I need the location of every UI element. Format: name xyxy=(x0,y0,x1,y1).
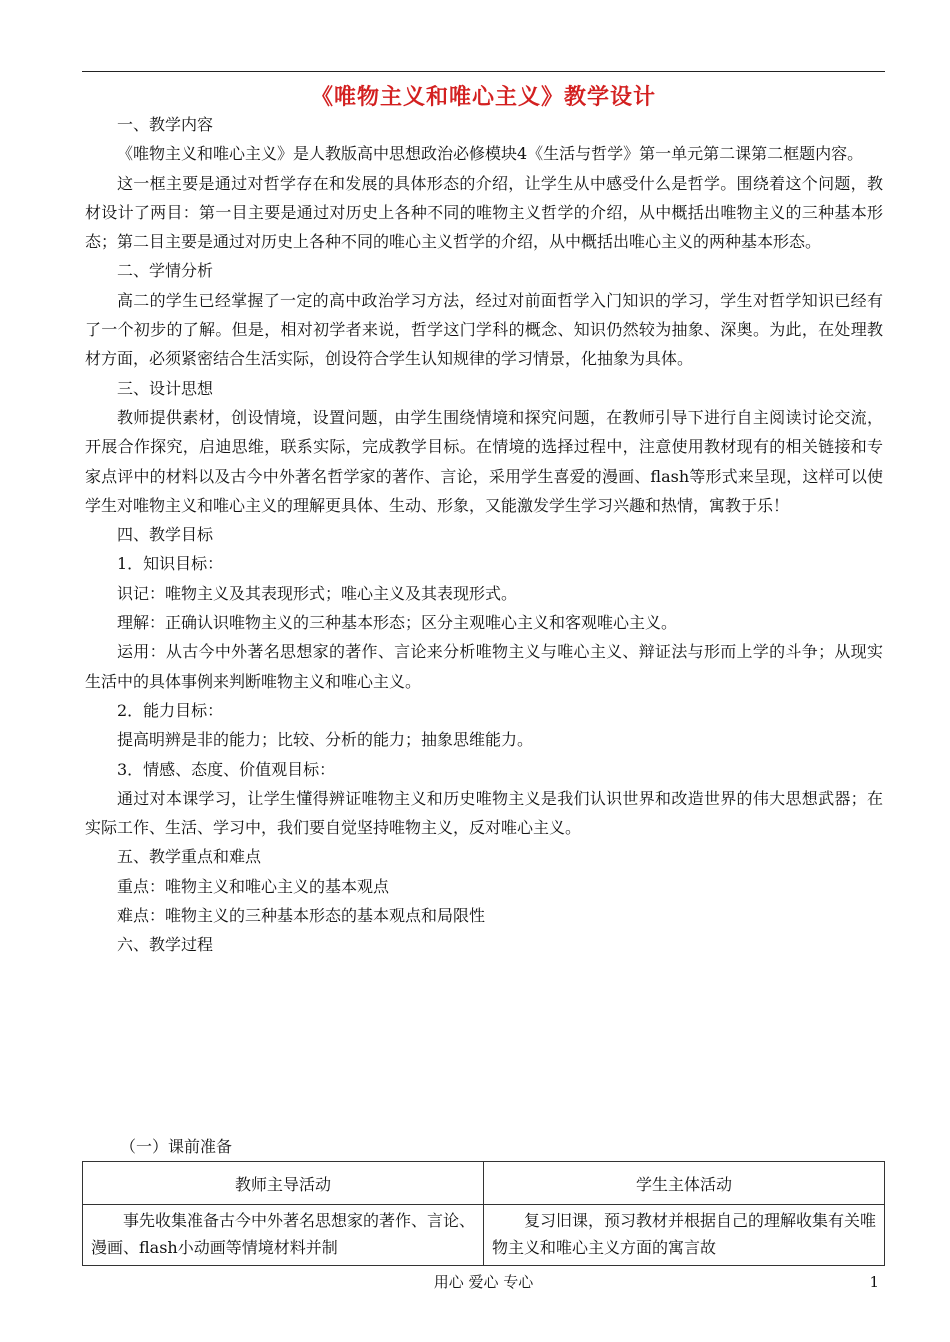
paragraph-content-intro: 《唯物主义和唯心主义》是人教版高中思想政治必修模块4《生活与哲学》第一单元第二课第二框题内容。 xyxy=(117,144,864,164)
objective-ability-heading: 2．能力目标： xyxy=(117,700,224,720)
paragraph-analysis: 高二的学生已经掌握了一定的高中政治学习方法，经过对前面哲学入门知识的学习，学生对哲学知识已经有了一个初步的了解。但是，相对初学者来说，哲学这门学科的概念、知识仍然较为抽象、深奥。为此，在处理教材方面，必须紧密结合生活实际，创设符合学生认知规律的学习情景，化抽象为具体。 xyxy=(85,290,883,369)
objective-attitude-heading: 3．情感、态度、价值观目标： xyxy=(117,759,336,779)
document-body xyxy=(85,110,883,960)
objective-apply: 运用：从古今中外著名思想家的著作、言论来分析唯物主义与唯心主义、辩证法与形而上学的斗争；从现实生活中的具体事例来判断唯物主义和唯心主义。 xyxy=(85,642,883,691)
keypoint-focus: 重点：唯物主义和唯心主义的基本观点 xyxy=(117,876,390,896)
header-rule xyxy=(82,71,885,72)
objective-memorize: 识记：唯物主义及其表现形式；唯心主义及其表现形式。 xyxy=(117,583,518,603)
page-number: 1 xyxy=(869,1273,879,1291)
section-heading-keypoints: 五、教学重点和难点 xyxy=(117,847,262,867)
objective-understand: 理解：正确认识唯物主义的三种基本形态；区分主观唯心主义和客观唯心主义。 xyxy=(117,613,678,633)
section-heading-process: 六、教学过程 xyxy=(117,935,214,955)
keypoint-difficulty: 难点：唯物主义的三种基本形态的基本观点和局限性 xyxy=(117,906,486,926)
table-row xyxy=(83,1205,885,1266)
table-header-row xyxy=(83,1162,885,1205)
objective-ability: 提高明辨是非的能力；比较、分析的能力；抽象思维能力。 xyxy=(117,730,534,750)
table-header-teacher: 教师主导活动 xyxy=(83,1162,484,1205)
footer-motto: 用心 爱心 专心 xyxy=(433,1273,534,1291)
table-cell-teacher: 事先收集准备古今中外著名思想家的著作、言论、漫画、flash小动画等情境材料并制 xyxy=(83,1205,484,1266)
section-heading-design: 三、设计思想 xyxy=(117,378,214,398)
table-cell-student: 复习旧课，预习教材并根据自己的理解收集有关唯物主义和唯心主义方面的寓言故 xyxy=(484,1205,885,1266)
section-heading-objectives: 四、教学目标 xyxy=(117,525,214,545)
subsection-heading-preparation: （一）课前准备 xyxy=(120,1137,233,1156)
activity-table xyxy=(82,1161,885,1266)
document-title: 《唯物主义和唯心主义》教学设计 xyxy=(310,84,656,110)
paragraph-content-detail: 这一框主要是通过对哲学存在和发展的具体形态的介绍，让学生从中感受什么是哲学。围绕着这个问题，教材设计了两目：第一目主要是通过对历史上各种不同的唯物主义哲学的介绍，从中概括出唯物主义的三种基本形态；第二目主要是通过对历史上各种不同的唯心主义哲学的介绍，从中概括出唯心主义的两种基本形态。 xyxy=(85,173,883,252)
objective-attitude: 通过对本课学习，让学生懂得辨证唯物主义和历史唯物主义是我们认识世界和改造世界的伟大思想武器；在实际工作、生活、学习中，我们要自觉坚持唯物主义，反对唯心主义。 xyxy=(85,788,883,838)
section-heading-analysis: 二、学情分析 xyxy=(117,261,214,281)
paragraph-design: 教师提供素材，创设情境，设置问题，由学生围绕情境和探究问题，在教师引导下进行自主阅读讨论交流，开展合作探究，启迪思维，联系实际，完成教学目标。在情境的选择过程中，注意使用教材现有的相关链接和专家点评中的材料以及古今中外著名哲学家的著作、言论，采用学生喜爱的漫画、flash等形式来呈现，这样可以使学生对唯物主义和唯心主义的理解更具体、生动、形象，又能激发学生学习兴趣和热情，寓教于乐！ xyxy=(85,407,883,515)
section-heading-content: 一、教学内容 xyxy=(117,115,214,134)
table-header-student: 学生主体活动 xyxy=(484,1162,885,1205)
objective-knowledge-heading: 1．知识目标： xyxy=(117,554,224,574)
